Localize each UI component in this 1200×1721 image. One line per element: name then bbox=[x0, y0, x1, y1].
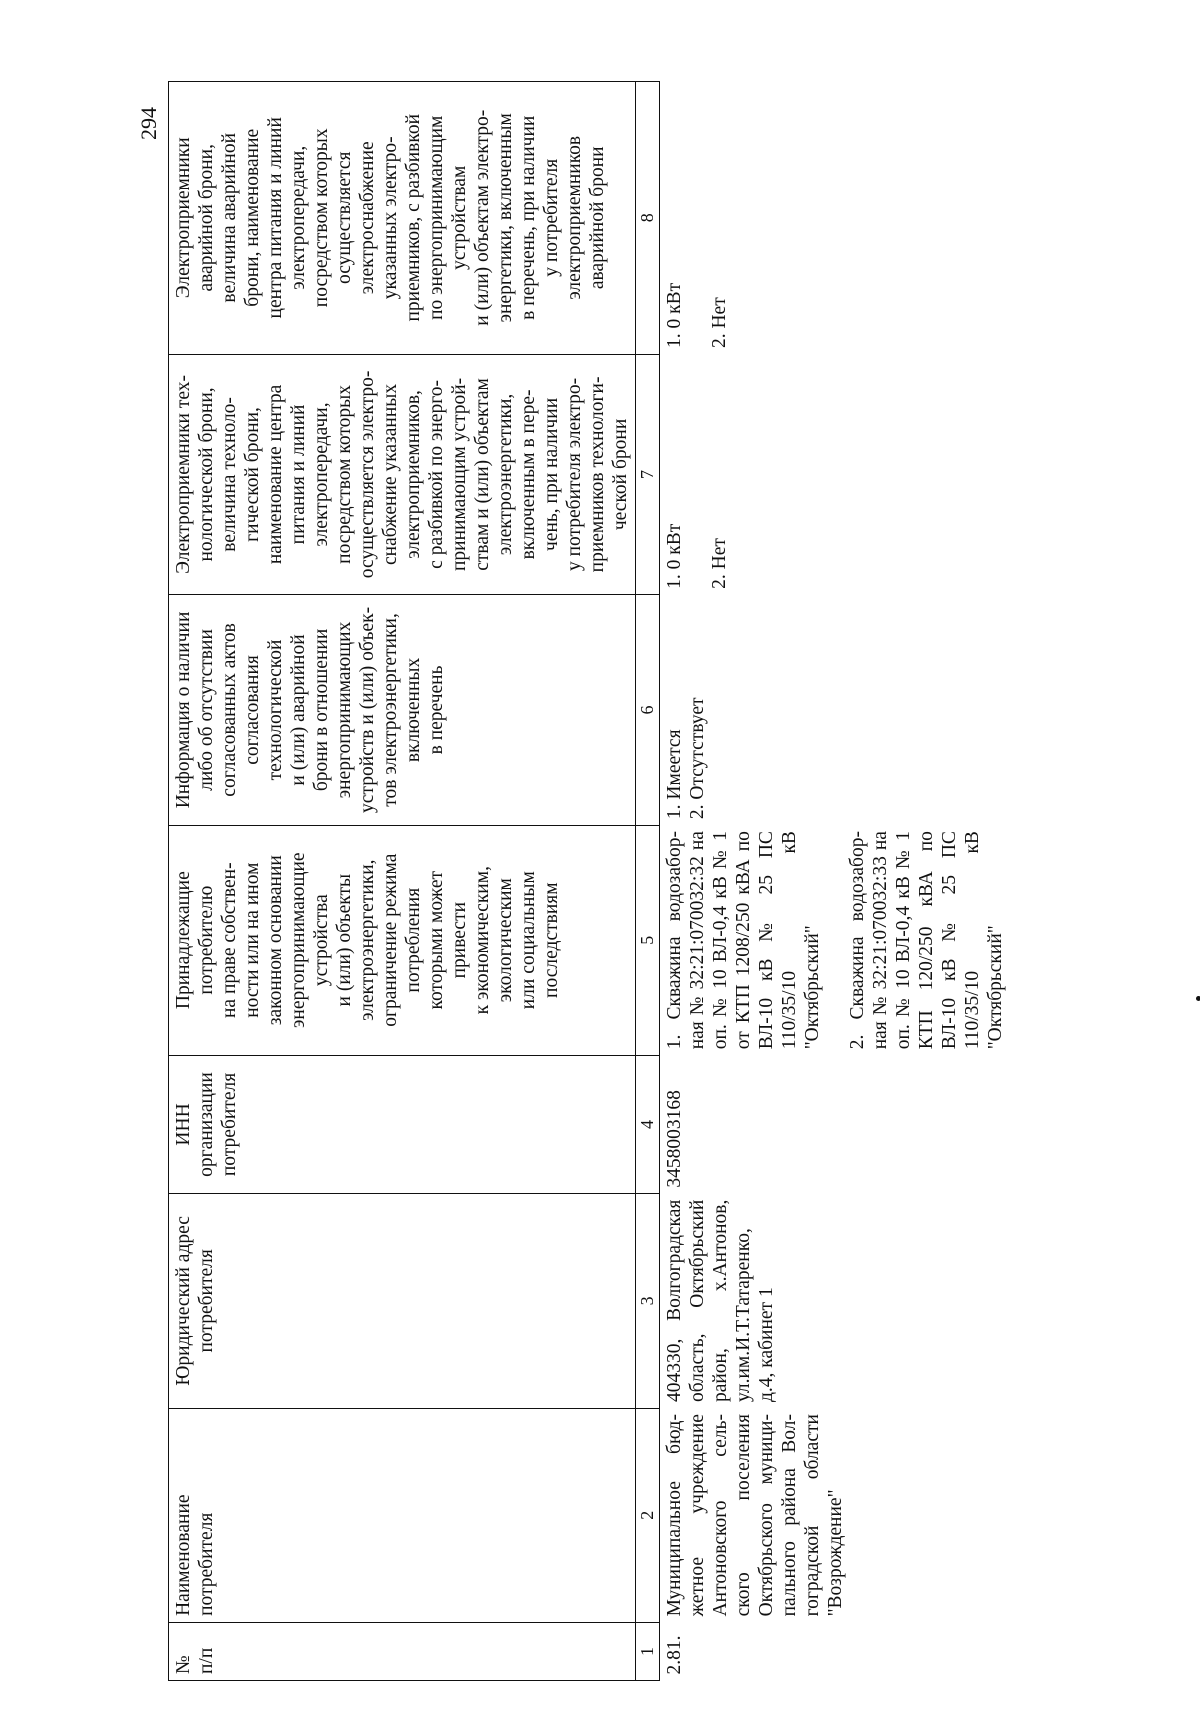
table-row bbox=[660, 82, 1011, 1681]
tech-reserve-item: 1. 0 кВт bbox=[664, 523, 686, 589]
column-number: 5 bbox=[636, 825, 660, 1055]
page-number: 294 bbox=[136, 107, 161, 140]
column-number-row bbox=[636, 82, 660, 1681]
header-acts-info: Информация о наличии либо об отсутствии согласованных актов согласования технологической и (или) аварийной брони в отношении энергопринимающих устройств и (или) объек- тов электроэнергетики, включенных в перечень bbox=[169, 595, 636, 825]
header-emergency-reserve: Электроприемники аварийной брони, величина аварийной брони, наименование центра питания и линий электропередачи, посредством которых осуществляется электроснабжение указанных электро- приемников, с разбивкой по энергопринимающим устройствам и (или) объектам электро- энергетики, включенным в перечень, при наличии у потребителя электроприемников аварийной брони bbox=[169, 82, 636, 355]
header-number: № п/п bbox=[169, 1622, 636, 1680]
column-number: 1 bbox=[636, 1622, 660, 1680]
column-number: 3 bbox=[636, 1194, 660, 1408]
header-row bbox=[169, 82, 636, 1681]
emergency-reserve-item: 2. Нет bbox=[709, 297, 731, 349]
legal-address: 404330, Волгоградская область, Октябрьский район, х.Антонов, ул.им.И.Т.Татаренко, д.4, кабинет 1 bbox=[660, 1194, 1011, 1408]
column-number: 6 bbox=[636, 595, 660, 825]
emergency-reserve-cell bbox=[660, 82, 1011, 355]
header-tech-reserve: Электроприемники тех- нологической брони, величина техноло- гической брони, наименование центра питания и линий электропередачи, посредством которых осуществляется электро- снабжение указанных электроприемников, с разбивкой по энерго- принимающим устрой- ствам и (или) объектам электроэнергетики, включенным в пере- чень, при наличии у потребителя электро- приемников технологи- ческой брони bbox=[169, 354, 636, 595]
header-devices: Принадлежащие потребителю на праве собствен- ности или на ином законном основании энергопринимающие устройства и (или) объекты электроэнергетики, ограничение режима потребления которыми может привести к экономическим, экологическим или социальным последствиям bbox=[169, 825, 636, 1055]
emergency-reserve-item: 1. 0 кВт bbox=[664, 282, 686, 349]
inn-value: 3458003168 bbox=[660, 1055, 1011, 1193]
devices-cell bbox=[660, 825, 1011, 1055]
tech-reserve-item: 2. Нет bbox=[709, 538, 731, 589]
column-number: 4 bbox=[636, 1055, 660, 1193]
consumer-table bbox=[168, 81, 1010, 1681]
tech-reserve-cell bbox=[660, 354, 1011, 595]
column-number: 7 bbox=[636, 354, 660, 595]
device-item: 1. Скважина водозабор-ная № 32:21:070032:32 на оп. № 10 ВЛ-0,4 кВ № 1 от КТП 1208/250 кВА по ВЛ-10 кВ № 25 ПС 110/35/10 кВ "Октябрьский" bbox=[664, 831, 824, 1050]
device-item: 2. Скважина водозабор-ная № 32:21:070032:33 на оп. № 10 ВЛ-0,4 кВ № 1 КТП 120/250 кВА по ВЛ-10 кВ № 25 ПС 110/35/10 кВ "Октябрьский" bbox=[847, 831, 1007, 1050]
column-number: 8 bbox=[636, 82, 660, 355]
acts-item: 1. Имеется bbox=[664, 729, 686, 820]
header-consumer-name: Наименование потребителя bbox=[169, 1408, 636, 1622]
consumer-name: Муниципальное бюд-жетное учреждение Антоновского сель-ского поселения Октябрьского муници-пального района Вол-гоградской области "Возрождение" bbox=[660, 1408, 1011, 1622]
acts-cell bbox=[660, 595, 1011, 825]
acts-item: 2. Отсутствует bbox=[687, 697, 709, 820]
column-number: 2 bbox=[636, 1408, 660, 1622]
header-legal-address: Юридический адрес потребителя bbox=[169, 1194, 636, 1408]
header-inn: ИНН организации потребителя bbox=[169, 1055, 636, 1193]
row-number: 2.81. bbox=[660, 1622, 1011, 1680]
